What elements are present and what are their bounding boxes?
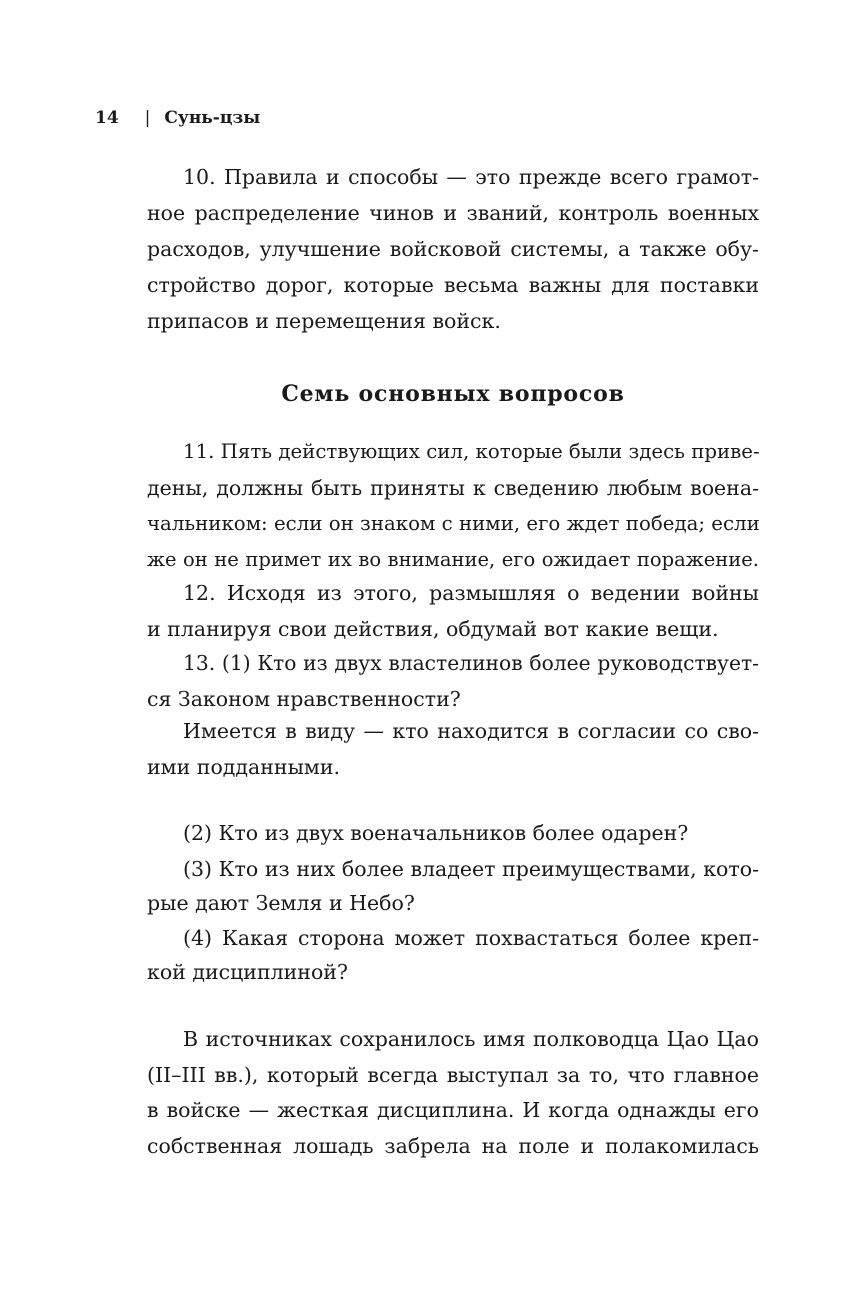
paragraph-11-line-1: 11. Пять действующих сил, которые были здесь приве- — [183, 440, 760, 463]
paragraph-10-line-2: ное распределение чинов и званий, контроль военных — [147, 201, 759, 225]
page-number: 14 — [95, 108, 119, 128]
paragraph-10-line-1: 10. Правила и способы — это прежде всего грамот- — [183, 165, 759, 189]
question-3-line-1: (3) Кто из них более владеет преимуществами, кото- — [183, 857, 759, 881]
comment-1-line-2: ими подданными. — [147, 755, 341, 779]
question-2-line-1: (2) Кто из двух военачальников более одарен? — [183, 821, 689, 845]
paragraph-12-line-2: и планируя свои действия, обдумай вот какие вещи. — [147, 617, 719, 641]
paragraph-10-line-3: расходов, улучшение войсковой системы, а также обу- — [147, 237, 759, 261]
running-header — [95, 106, 260, 130]
question-3-line-2: рые дают Земля и Небо? — [147, 891, 415, 915]
question-4-line-1: (4) Какая сторона может похвастаться более креп- — [183, 926, 759, 950]
section-heading: Семь основных вопросов — [281, 381, 625, 407]
paragraph-10-line-5: припасов и перемещения войск. — [147, 309, 501, 333]
paragraph-13-line-2: ся Законом нравственности? — [147, 687, 461, 711]
book-title: Сунь-цзы — [164, 108, 261, 128]
paragraph-10-line-4: стройство дорог, которые весьма важны для поставки — [147, 273, 759, 297]
comment-1-line-1: Имеется в виду — кто находится в согласии со сво- — [183, 719, 759, 743]
commentary-line-1: В источниках сохранилось имя полководца Цао Цао — [183, 1027, 759, 1051]
paragraph-11-line-2: дены, должны быть приняты к сведению любым воена- — [147, 476, 759, 500]
commentary-line-3: в войске — жесткая дисциплина. И когда однажды его — [147, 1098, 759, 1122]
question-4-line-2: кой дисциплиной? — [147, 960, 348, 984]
paragraph-13-line-1: 13. (1) Кто из двух властелинов более руководствует- — [183, 651, 759, 675]
paragraph-11-line-3: чальником: если он знаком с ними, его ждет победа; если — [147, 512, 760, 535]
paragraph-12-line-1: 12. Исходя из этого, размышляя о ведении войны — [183, 581, 759, 605]
header-separator: | — [144, 108, 151, 128]
commentary-line-2: (II–III вв.), который всегда выступал за то, что главное — [147, 1063, 759, 1087]
paragraph-11-line-4: же он не примет их во внимание, его ожидает поражение. — [147, 548, 759, 571]
commentary-line-4: собственная лошадь забрела на поле и полакомилась — [147, 1134, 759, 1158]
